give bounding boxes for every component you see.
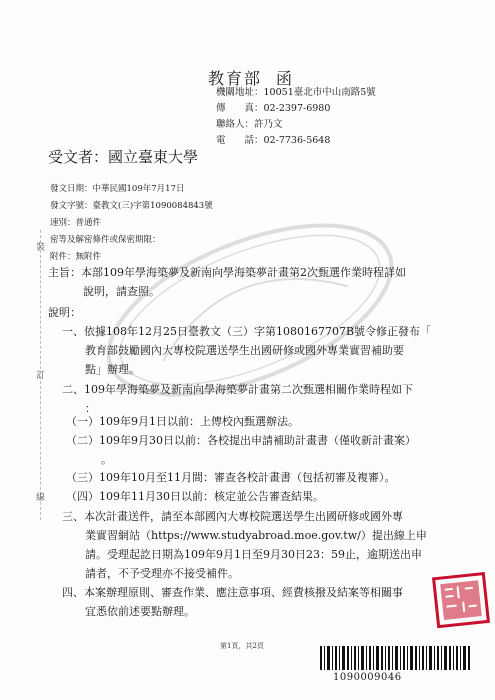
schedule-line: （三）109年10月至11月間：審查各校計畫書（包括初審及複審）。	[66, 471, 396, 484]
item-line: 一、依據108年12月25日臺教文（三）字第1080167707B號令修正發布「	[62, 325, 432, 338]
schedule-line: 。	[101, 453, 112, 466]
issue-date: 發文日期：中華民國109年7月17日	[50, 184, 185, 194]
issuing-agency: 教育部	[208, 69, 263, 88]
attachments: 附件：無附件	[50, 252, 102, 262]
item-line: 四、本案辦理原則、審查作業、應注意事項、經費核撥及結案等相關事	[62, 586, 403, 599]
document-number: 發文字號：臺教文(三)字第1090084843號	[50, 201, 213, 211]
explanation-item-3	[62, 507, 427, 583]
item-line: ：	[85, 402, 96, 415]
explanation-item-4	[62, 583, 403, 621]
agency-fax: 傳 真：02-2397-6980	[216, 103, 331, 114]
item-line: 二、109年學海築夢及新南向學海築夢計畫第二次甄選相關作業時程如下	[62, 383, 413, 396]
schedule-item-2	[66, 431, 416, 469]
item-line: 請者，不予受理亦不接受補件。	[85, 567, 239, 580]
schedule-line: （一）109年9月1日以前：上傳校內甄選辦法。	[66, 415, 299, 428]
binding-mark: 裝	[36, 243, 46, 253]
item-line: 業實習網站（https://www.studyabroad.moe.gov.tw/）提出線上申	[85, 529, 427, 542]
schedule-line: （二）109年9月30日以前：各校提出申請補助計畫書（僅收新計畫案）	[66, 434, 416, 447]
subject-line: 說明，請查照。	[83, 285, 160, 298]
recipient: 受文者：國立臺東大學	[48, 148, 199, 166]
delivery-speed: 速別：普通件	[50, 218, 102, 228]
schedule-item-4	[66, 487, 324, 506]
contact-person: 聯絡人：許乃文	[216, 119, 283, 130]
item-line: 三、本次計畫送件，請至本部國內大專校院選送學生出國研修或國外專	[62, 510, 403, 523]
page-number: 第1頁，共2頁	[220, 642, 264, 650]
binding-mark: 線	[36, 493, 46, 503]
schedule-line: （四）109年11月30日以前：核定並公告審查結果。	[66, 490, 324, 503]
schedule-item-3	[66, 468, 396, 487]
item-line: 教育部鼓勵國內大專校院選送學生出國研修或國外專業實習補助要	[85, 344, 404, 357]
document-type: 函	[276, 69, 295, 88]
explanation-label: 說明：	[48, 306, 81, 319]
barcode-number: 1090009046	[333, 672, 402, 683]
subject-line: 主旨：本部109年學海築夢及新南向學海築夢計畫第2次甄選作業時程詳如	[48, 266, 406, 279]
item-line: 點」辦理。	[85, 363, 140, 376]
official-seal-stamp	[432, 572, 492, 628]
contact-phone: 電 話：02-7736-5648	[216, 135, 331, 146]
agency-address: 機關地址：10051臺北市中山南路5號	[216, 87, 376, 98]
security-level: 密等及解密條件或保密期限：	[50, 235, 161, 245]
binding-mark: 訂	[36, 371, 46, 381]
item-line: 宜悉依前述要點辦理。	[85, 605, 195, 618]
barcode	[320, 646, 470, 670]
item-line: 請。受理起訖日期為109年9月1日至9月30日23：59止，逾期送出申	[85, 548, 422, 561]
